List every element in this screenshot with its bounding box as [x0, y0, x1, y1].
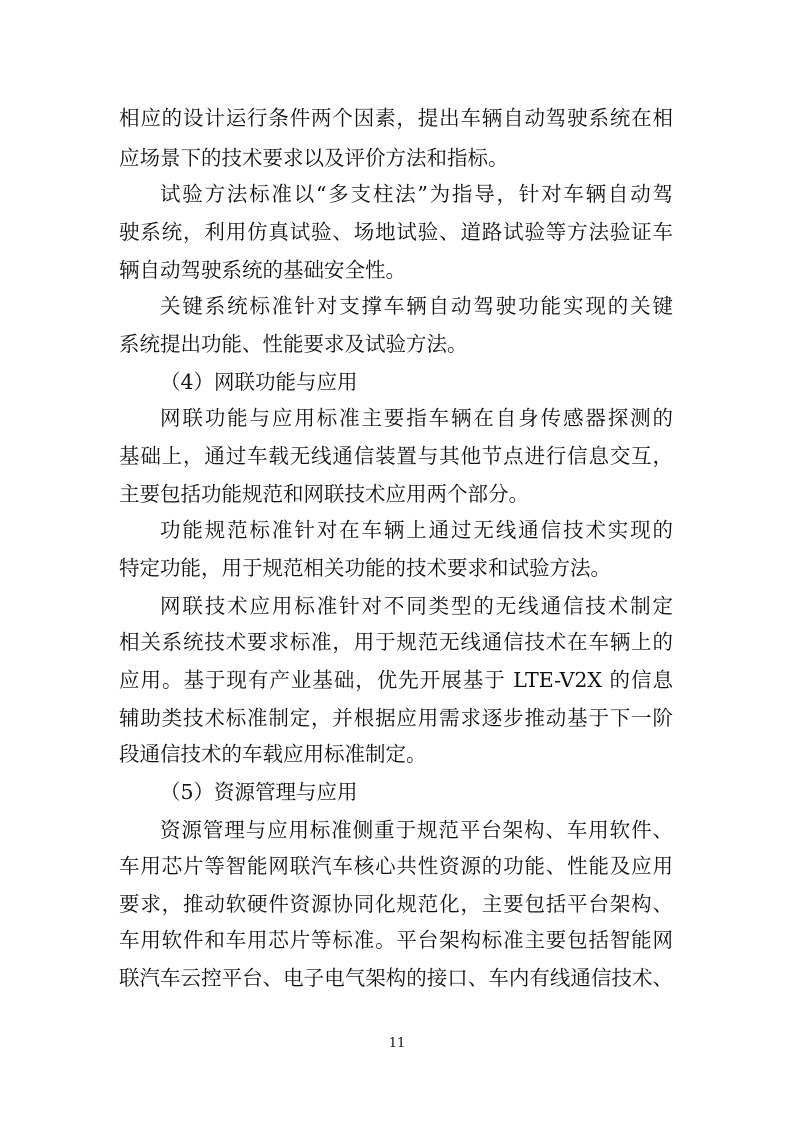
- paragraph-line: 应场景下的技术要求以及评价方法和指标。: [119, 146, 509, 170]
- paragraph-line: 特定功能，用于规范相关功能的技术要求和试验方法。: [119, 556, 611, 580]
- section-heading: （5）资源管理与应用: [160, 780, 358, 804]
- paragraph-line: 辆自动驾驶系统的基础安全性。: [119, 258, 406, 282]
- paragraph-line: 段通信技术的车载应用标准制定。: [119, 742, 427, 766]
- paragraph-line: 驶系统，利用仿真试验、场地试验、道路试验等方法验证车: [119, 220, 673, 244]
- paragraph-line: 网联技术应用标准针对不同类型的无线通信技术制定: [160, 594, 673, 618]
- paragraph-line: 联汽车云控平台、电子电气架构的接口、车内有线通信技术、: [119, 966, 673, 990]
- paragraph-line: 相应的设计运行条件两个因素，提出车辆自动驾驶系统在相: [119, 106, 673, 130]
- paragraph-line: 辅助类技术标准制定，并根据应用需求逐步推动基于下一阶: [119, 706, 673, 730]
- paragraph-line: 系统提出功能、性能要求及试验方法。: [119, 332, 468, 356]
- paragraph-line: 关键系统标准针对支撑车辆自动驾驶功能实现的关键: [160, 294, 673, 318]
- paragraph-line: 车用芯片等智能网联汽车核心共性资源的功能、性能及应用: [119, 854, 673, 878]
- paragraph-line: 主要包括功能规范和网联技术应用两个部分。: [119, 482, 529, 506]
- paragraph-line: 功能规范标准针对在车辆上通过无线通信技术实现的: [160, 518, 673, 542]
- paragraph-line: 试验方法标准以“多支柱法”为指导，针对车辆自动驾: [160, 182, 673, 206]
- paragraph-line: 车用软件和车用芯片等标准。平台架构标准主要包括智能网: [119, 928, 673, 952]
- paragraph-line: 网联功能与应用标准主要指车辆在自身传感器探测的: [160, 406, 673, 430]
- paragraph-line: 资源管理与应用标准侧重于规范平台架构、车用软件、: [160, 818, 673, 842]
- section-heading: （4）网联功能与应用: [160, 370, 358, 394]
- paragraph-line: 基础上，通过车载无线通信装置与其他节点进行信息交互，: [119, 444, 673, 468]
- paragraph-line: 应用。基于现有产业基础，优先开展基于 LTE-V2X 的信息: [119, 668, 673, 692]
- paragraph-line: 相关系统技术要求标准，用于规范无线通信技术在车辆上的: [119, 630, 673, 654]
- paragraph-line: 要求，推动软硬件资源协同化规范化，主要包括平台架构、: [119, 892, 673, 916]
- page-number: 11: [388, 1036, 406, 1051]
